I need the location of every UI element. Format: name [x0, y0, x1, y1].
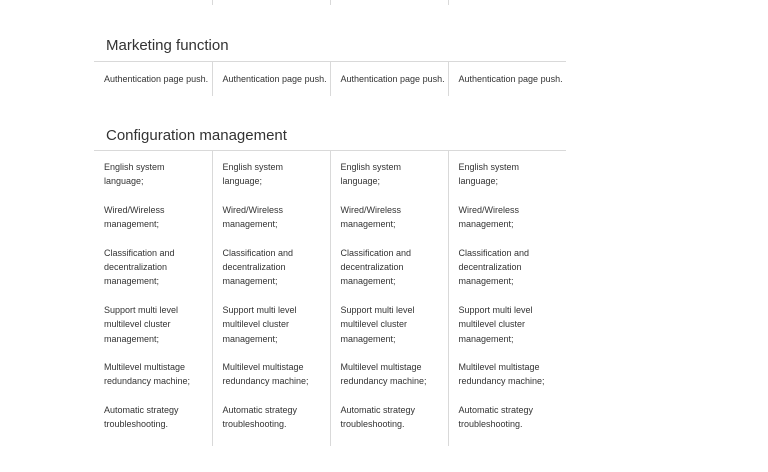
list-item: Support multi level multilevel cluster management; [222, 304, 297, 344]
marketing-table [94, 61, 566, 96]
table-cell: Authentication page push. [212, 62, 330, 96]
list-item: English system language; [222, 162, 284, 187]
column-divider [212, 0, 213, 5]
list-item: Automatic strategy troubleshooting. [104, 405, 179, 430]
table-cell: Authentication page push. [448, 62, 566, 96]
list-item: English system language; [340, 162, 402, 187]
configuration-section-title: Configuration management [106, 127, 287, 144]
table-cell [330, 151, 448, 446]
table-cell: Authentication page push. [104, 74, 209, 84]
list-item: Classification and decentralization management; [222, 247, 294, 287]
list-item: Wired/Wireless management; [104, 204, 165, 230]
column-divider [448, 0, 449, 5]
list-item: Multilevel multistage redundancy machine; [458, 362, 545, 387]
list-item: English system language; [104, 162, 165, 187]
table-row [94, 151, 566, 446]
list-item: Classification and decentralization management; [340, 247, 412, 287]
list-item: Support multi level multilevel cluster management; [458, 304, 533, 344]
list-item: Multilevel multistage redundancy machine; [222, 362, 309, 387]
list-item: Classification and decentralization management; [458, 247, 530, 287]
table-cell: Authentication page push. [330, 62, 448, 96]
list-item: Wired/Wireless management; [458, 204, 520, 230]
table-cell [94, 151, 212, 446]
list-item: Automatic strategy troubleshooting. [458, 405, 534, 430]
list-item: Support multi level multilevel cluster management; [340, 304, 415, 344]
list-item: Multilevel multistage redundancy machine; [104, 362, 191, 387]
column-divider [330, 0, 331, 5]
list-item: Support multi level multilevel cluster management; [104, 304, 179, 344]
list-item: Automatic strategy troubleshooting. [340, 405, 416, 430]
list-item: Wired/Wireless management; [340, 204, 402, 230]
marketing-section-title: Marketing function [106, 37, 229, 54]
list-item: Multilevel multistage redundancy machine; [340, 362, 427, 387]
list-item: Automatic strategy troubleshooting. [222, 405, 298, 430]
configuration-table [94, 150, 566, 446]
table-row [94, 62, 566, 96]
table-cell [212, 151, 330, 446]
list-item: Wired/Wireless management; [222, 204, 284, 230]
list-item: English system language; [458, 162, 520, 187]
table-cell [448, 151, 566, 446]
list-item: Classification and decentralization management; [104, 247, 175, 287]
previous-table-fragment [94, 0, 566, 5]
